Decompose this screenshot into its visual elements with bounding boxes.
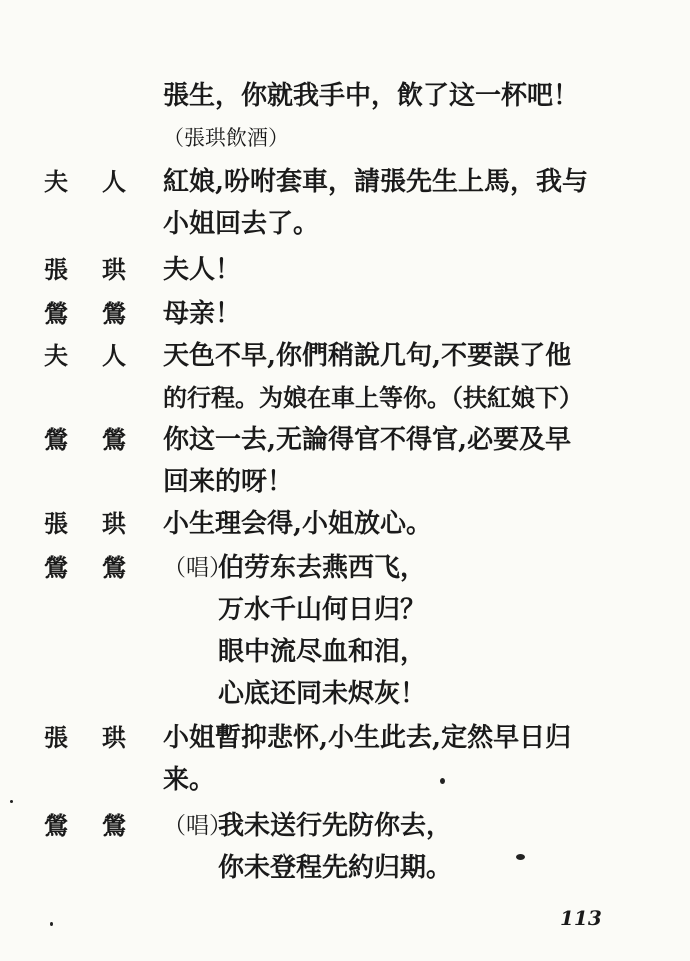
ink-speck	[10, 800, 13, 803]
dialogue-text: 回来的呀！	[163, 467, 294, 497]
verse-text: 我未送行先防你去，	[218, 811, 453, 841]
stage-direction-line	[0, 118, 690, 158]
dialogue-text: 夫人！	[163, 255, 242, 285]
sing-marker: （唱）	[163, 813, 232, 839]
script-line: 張 珙 夫人！	[0, 250, 690, 290]
sing-marker: （唱）	[163, 555, 232, 581]
script-line: 鶯 鶯 母亲！	[0, 294, 690, 334]
page-number: 113	[560, 906, 602, 930]
verse-text: 你未登程先約归期。	[218, 853, 453, 883]
script-line: 鶯 鶯 （唱） 我未送行先防你去，	[0, 806, 690, 846]
script-line	[0, 204, 690, 244]
stage-direction: （張珙飲酒）	[163, 126, 289, 150]
verse-line	[0, 848, 690, 888]
verse-text: 万水千山何日归？	[218, 595, 427, 625]
script-line: 鶯 鶯 （唱） 伯劳东去燕西飞，	[0, 548, 690, 588]
dialogue-text: 你这一去,无論得官不得官,必要及早	[163, 425, 572, 455]
dialogue-text: 小生理会得,小姐放心。	[163, 509, 433, 539]
verse-text: 眼中流尽血和泪，	[218, 637, 427, 667]
dialogue-text: 母亲！	[163, 299, 242, 329]
script-line: 夫 人 天色不早,你們稍說几句,不要誤了他	[0, 336, 690, 376]
ink-speck	[50, 922, 53, 926]
script-line	[0, 378, 690, 418]
verse-line	[0, 674, 690, 714]
dialogue-text: 張生，你就我手中，飲了这一杯吧！	[163, 81, 580, 111]
ink-speck	[440, 778, 445, 784]
ink-speck	[516, 854, 525, 860]
script-line: 張 珙 小生理会得,小姐放心。	[0, 504, 690, 544]
script-line: 鶯 鶯 你这一去,无論得官不得官,必要及早	[0, 420, 690, 460]
verse-text: 伯劳东去燕西飞，	[218, 553, 427, 583]
script-line: 夫 人 紅娘,吩咐套車，請張先生上馬，我与	[0, 162, 690, 202]
script-line: 張 珙 小姐暫抑悲怀,小生此去,定然早日归	[0, 718, 690, 758]
dialogue-text: 天色不早,你們稍說几句,不要誤了他	[163, 341, 572, 371]
dialogue-text: 小姐暫抑悲怀,小生此去,定然早日归	[163, 723, 572, 753]
dialogue-text: 来。	[163, 765, 216, 795]
script-line	[0, 76, 690, 116]
verse-text: 心底还同未烬灰！	[218, 679, 427, 709]
dialogue-text: 的行程。为娘在車上等你。（扶紅娘下）	[163, 383, 583, 412]
verse-line	[0, 632, 690, 672]
verse-line	[0, 590, 690, 630]
dialogue-text: 紅娘,吩咐套車，請張先生上馬，我与	[163, 167, 589, 197]
dialogue-text: 小姐回去了。	[163, 209, 320, 239]
script-line	[0, 760, 690, 800]
script-line	[0, 462, 690, 502]
